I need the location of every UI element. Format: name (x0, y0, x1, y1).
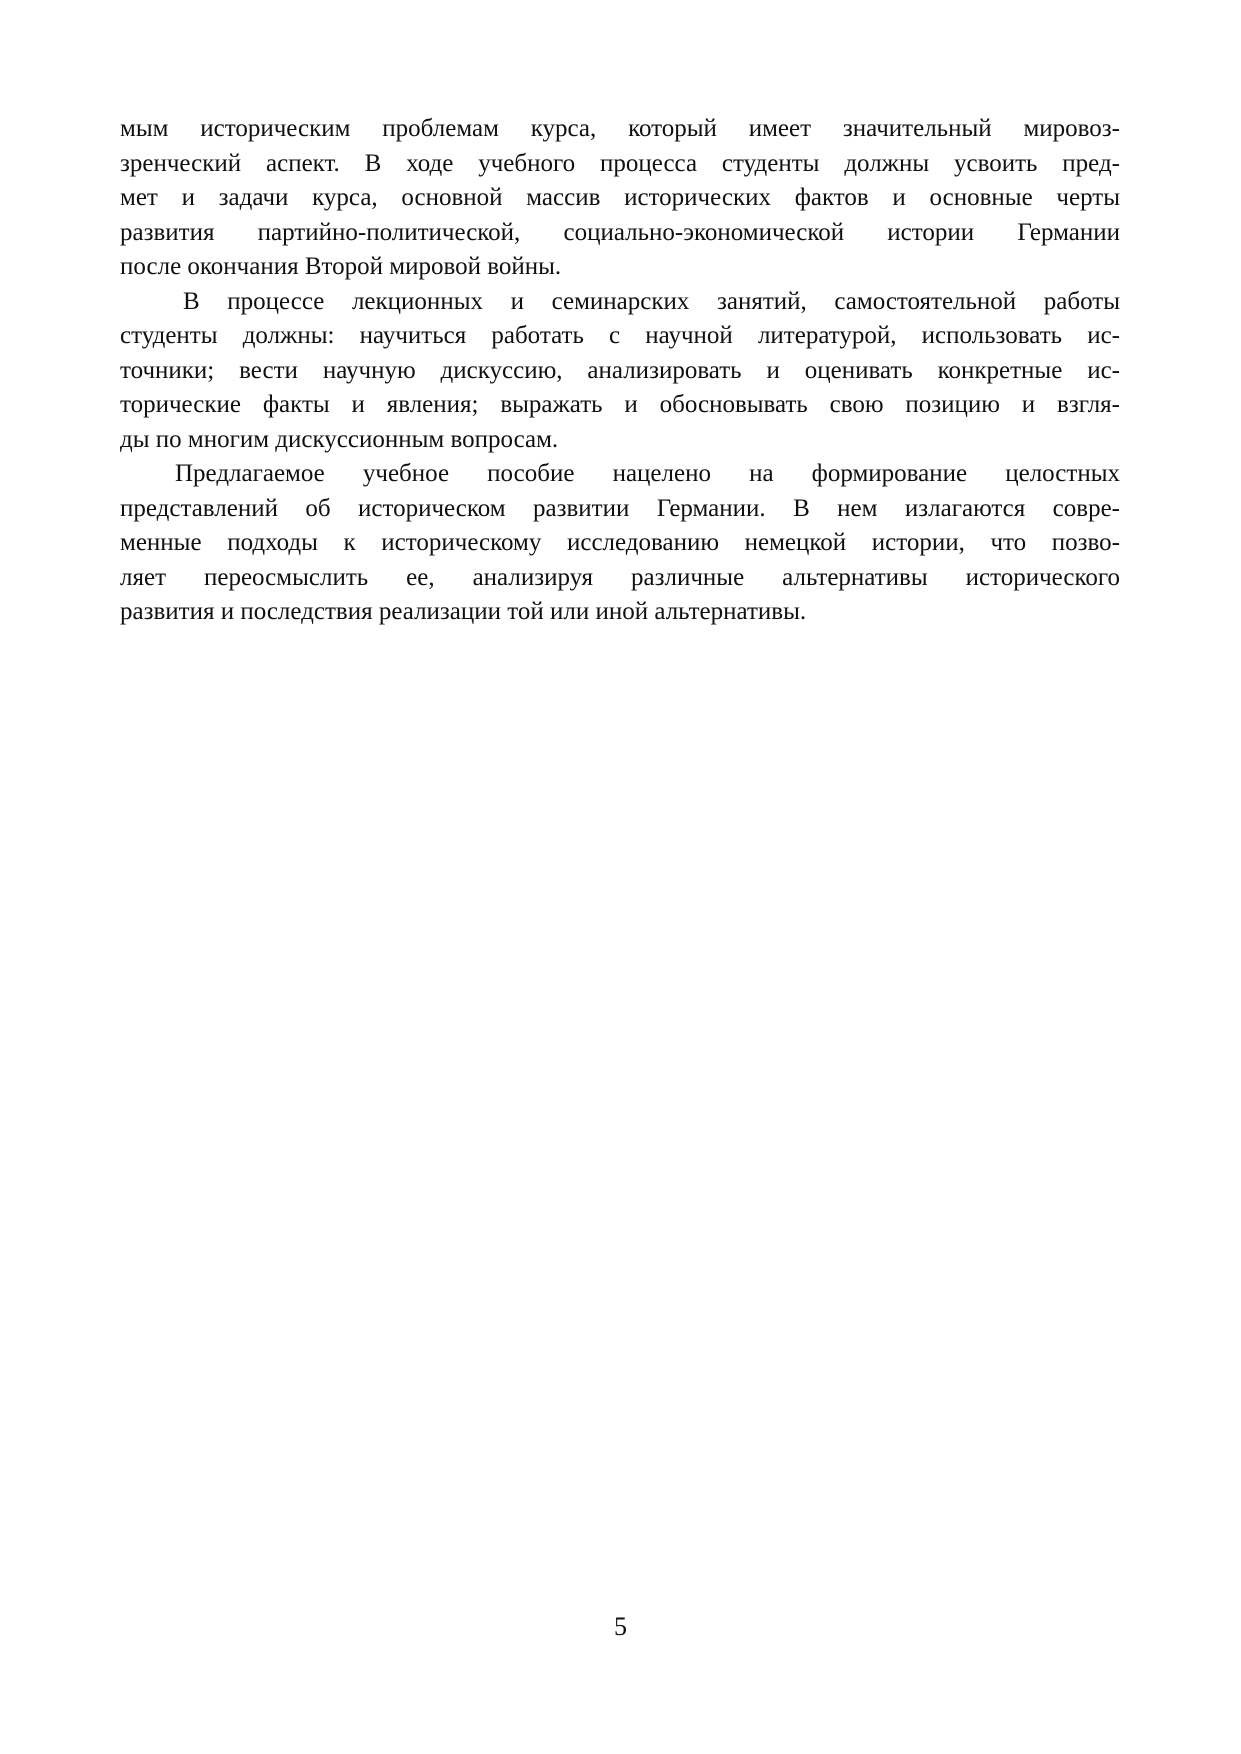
text-line: ды по многим дискуссионным вопросам. (120, 425, 559, 453)
paragraph (120, 285, 1120, 458)
text-line: после окончания Второй мировой войны. (120, 253, 562, 280)
text-line: студенты должны: научиться работать с научной литературой, использовать ис- (120, 322, 1120, 349)
text-line: представлений об историческом развитии Германии. В нем излагаются совре- (120, 494, 1120, 522)
text-line: ляет переосмыслить ее, анализируя различные альтернативы исторического (120, 563, 1120, 591)
body-text (120, 112, 1120, 630)
text-line: развития и последствия реализации той или иной альтернативы. (120, 598, 807, 625)
text-line: менные подходы к историческому исследованию немецкой истории, что позво- (120, 529, 1120, 556)
text-line: мет и задачи курса, основной массив исторических фактов и основные черты (120, 184, 1120, 211)
text-line: развития партийно-политической, социально-экономической истории Германии (120, 218, 1120, 246)
text-line: точники; вести научную дискуссию, анализировать и оценивать конкретные ис- (120, 356, 1120, 384)
text-line: мым историческим проблемам курса, который имеет значительный мировоз- (120, 115, 1120, 142)
text-line: Предлагаемое учебное пособие нацелено на формирование целостных (175, 460, 1120, 487)
page-number: 5 (614, 1612, 627, 1641)
paragraph (120, 457, 1120, 630)
text-line: зренческий аспект. В ходе учебного процесса студенты должны усвоить пред- (120, 149, 1120, 177)
text-line: торические факты и явления; выражать и обосновывать свою позицию и взгля- (120, 391, 1120, 418)
paragraph (120, 112, 1120, 285)
text-line: В процессе лекционных и семинарских занятий, самостоятельной работы (183, 287, 1120, 315)
